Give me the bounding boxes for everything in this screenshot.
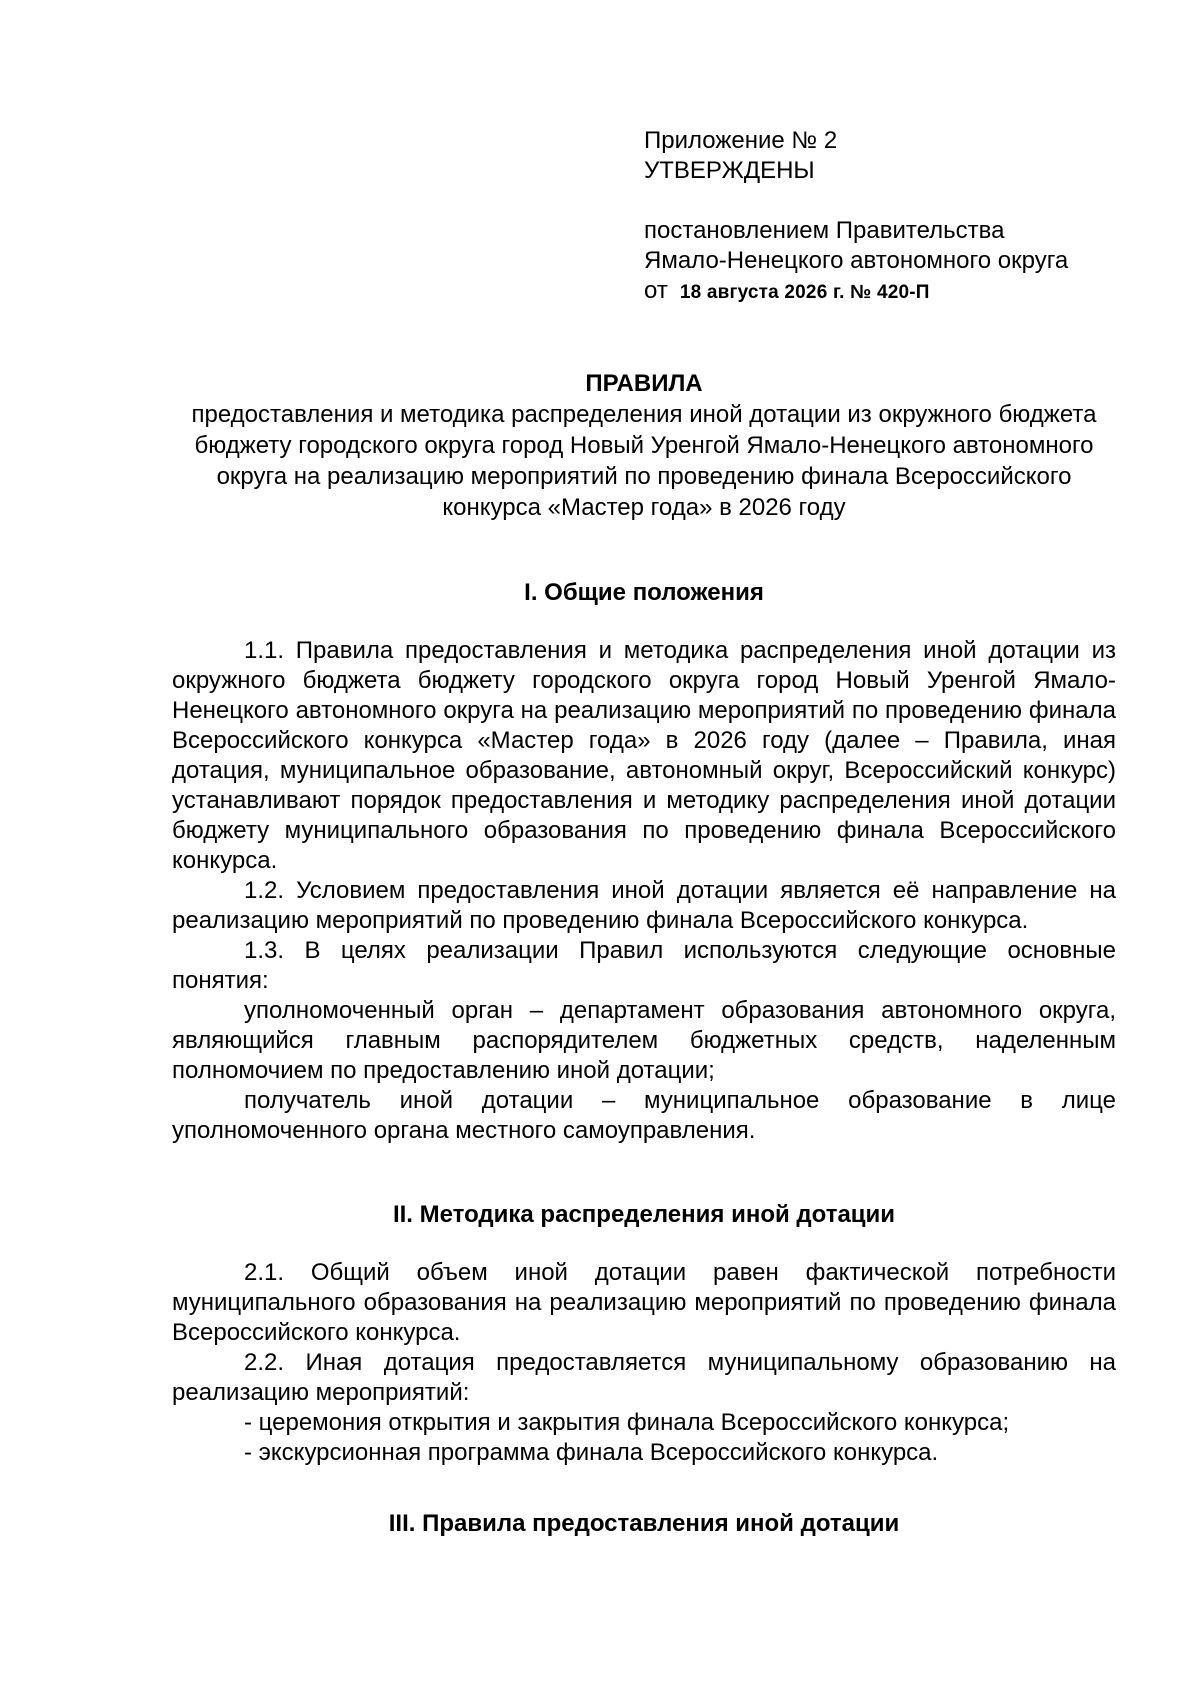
paragraph-2-1: 2.1. Общий объем иной дотации равен фактической потребности муниципального образования на реализацию мероприятий по проведению финала Всероссийского конкурса. [172,1259,1116,1346]
list-item-excursion: - экскурсионная программа финала Всероссийского конкурса. [244,1439,939,1466]
paragraph-1-2: 1.2. Условием предоставления иной дотации является её направление на реализацию мероприятий по проведению финала Всероссийского конкурса. [172,877,1116,934]
section-body-1 [172,636,1116,1146]
section-heading-2: II. Методика распределения иной дотации [392,1201,896,1228]
paragraph-2-2: 2.2. Иная дотация предоставляется муниципальному образованию на реализацию мероприятий: [172,1349,1116,1406]
paragraph-1-1: 1.1. Правила предоставления и методика распределения иной дотации из окружного бюджета бюджету городского округа город Новый Уренгой Ямало-Ненецкого автономного округа на реализацию мероприятий по проведению финала Всероссийского конкурса «Мастер года» в 2026 году (далее – Правила, иная дотация, муниципальное образование, автономный округ, Всероссийский конкурс) устанавливают порядок предоставления и методику распределения иной дотации бюджету муниципального образования по проведению финала Всероссийского конкурса. [172,637,1116,874]
definition-authorized-body: уполномоченный орган – департамент образования автономного округа, являющийся главным распорядителем бюджетных средств, наделенным полномочием по предоставлению иной дотации; [172,997,1116,1084]
section-heading-1: I. Общие положения [524,579,764,606]
appendix-number: Приложение № 2 [644,127,838,154]
date-stamp: 18 августа 2026 г. № 420-П [679,282,930,303]
government-line: Ямало-Ненецкого автономного округа [644,247,1069,274]
date-prefix: от [644,277,668,304]
section-body-2 [172,1258,1116,1468]
paragraph-1-3: 1.3. В целях реализации Правил используются следующие основные понятия: [172,937,1116,994]
document-title: ПРАВИЛА [585,370,703,397]
document-subtitle: предоставления и методика распределения иной дотации из окружного бюджета бюджету городского округа город Новый Уренгой Ямало-Ненецкого автономного округа на реализацию мероприятий по проведению финала Всероссийского конкурса «Мастер года» в 2026 году [191,401,1097,521]
section-heading-3: III. Правила предоставления иной дотации [388,1510,900,1537]
resolution-line: постановлением Правительства [644,217,1005,244]
document-title-block [172,368,1116,523]
approved-label: УТВЕРЖДЕНЫ [644,157,815,184]
approval-gap [644,186,1164,216]
definition-recipient: получатель иной дотации – муниципальное образование в лице уполномоченного органа местного самоуправления. [172,1087,1116,1144]
approval-block [644,126,1164,308]
resolution-date-line [644,276,1164,308]
list-item-ceremony: - церемония открытия и закрытия финала Всероссийского конкурса; [244,1409,1010,1436]
